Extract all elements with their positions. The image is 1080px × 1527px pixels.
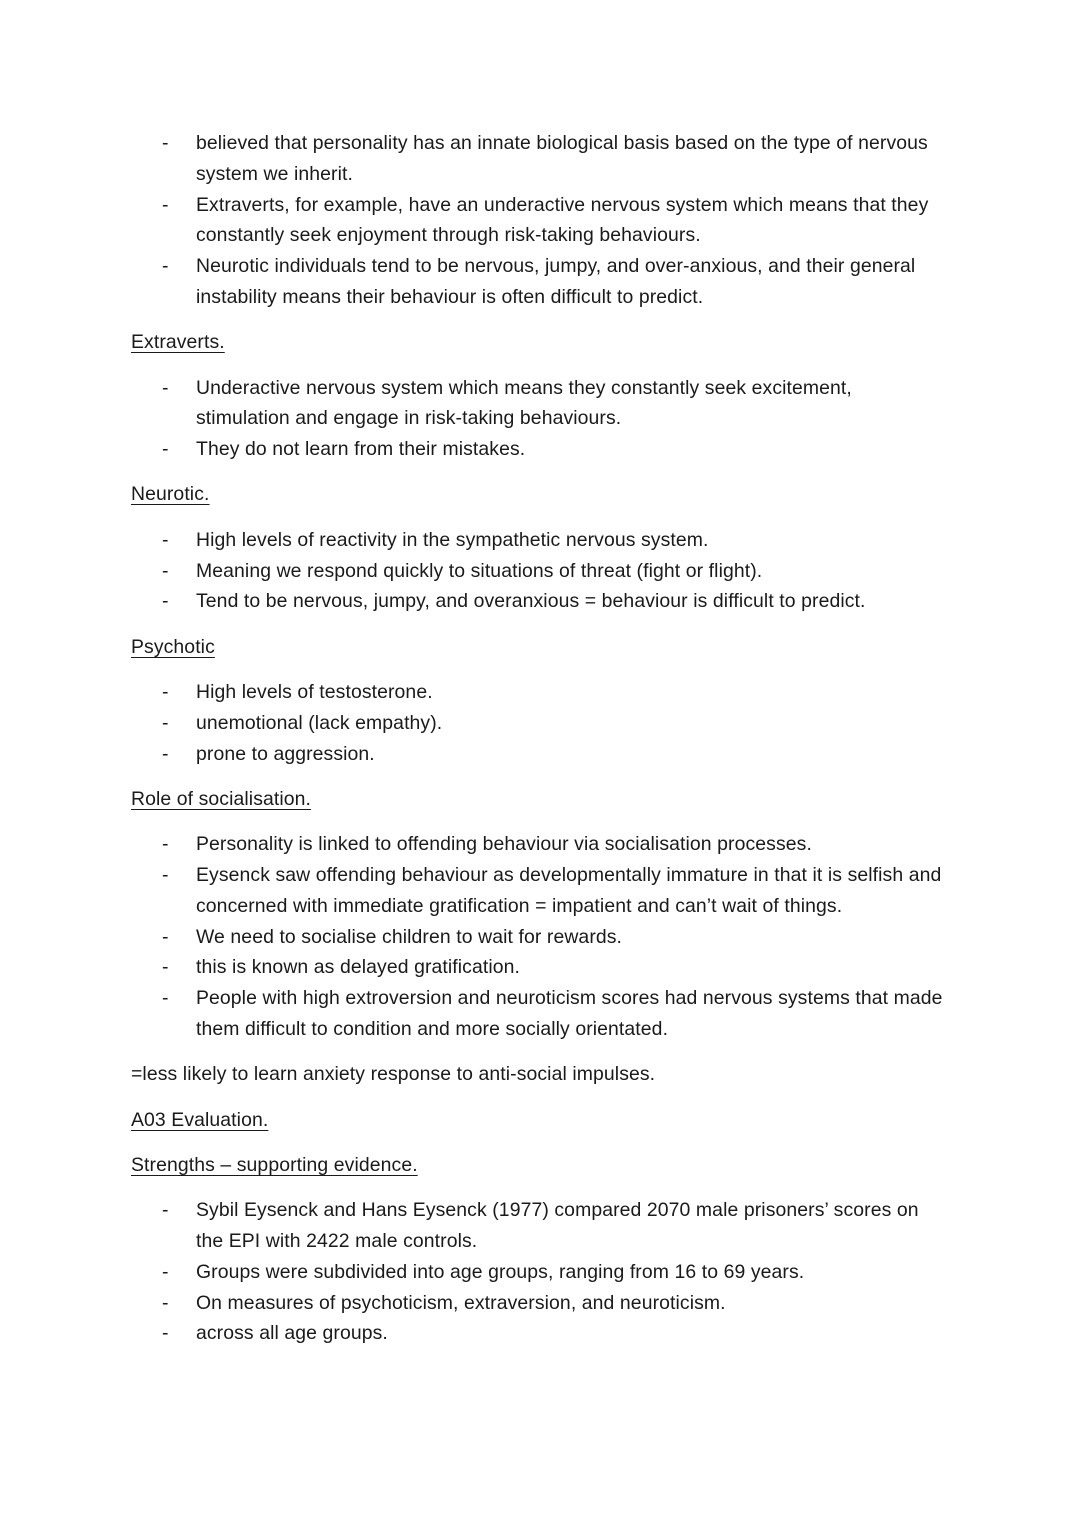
- bullet-text: Sybil Eysenck and Hans Eysenck (1977) compared 2070 male prisoners’ scores on the EPI with 2422 male controls.: [196, 1199, 919, 1252]
- neurotic-bullet-list: [131, 525, 951, 617]
- list-item: [131, 829, 951, 860]
- extraverts-bullet-list: [131, 373, 951, 465]
- bullet-dash: -: [162, 925, 169, 948]
- bullet-dash: -: [162, 255, 169, 278]
- socialisation-conclusion: =less likely to learn anxiety response to anti-social impulses.: [131, 1063, 656, 1086]
- list-item: [131, 373, 951, 435]
- list-item: [131, 251, 951, 313]
- bullet-text: unemotional (lack empathy).: [196, 711, 443, 734]
- list-item: [131, 739, 951, 770]
- bullet-text: Extraverts, for example, have an underactive nervous system which means that they constantly seek enjoyment through risk-taking behaviours.: [196, 193, 929, 247]
- bullet-text: We need to socialise children to wait for rewards.: [196, 925, 623, 948]
- bullet-text: High levels of reactivity in the sympathetic nervous system.: [196, 528, 709, 551]
- section-heading-evaluation: A03 Evaluation.: [131, 1108, 269, 1131]
- bullet-text: Underactive nervous system which means they constantly seek excitement, stimulation and engage in risk-taking behaviours.: [196, 376, 852, 430]
- bullet-dash: -: [162, 956, 169, 979]
- bullet-text: High levels of testosterone.: [196, 680, 433, 703]
- bullet-dash: -: [162, 438, 169, 461]
- list-item: [131, 1288, 951, 1319]
- bullet-dash: -: [162, 132, 169, 154]
- bullet-dash: -: [162, 711, 169, 734]
- bullet-text: Groups were subdivided into age groups, ranging from 16 to 69 years.: [196, 1260, 805, 1283]
- list-item: [131, 1257, 951, 1288]
- intro-bullet-list: [131, 128, 951, 313]
- bullet-text: Neurotic individuals tend to be nervous, jumpy, and over-anxious, and their general instability means their behaviour is often difficult to predict.: [196, 255, 916, 308]
- list-item: [131, 677, 951, 708]
- list-item: [131, 983, 951, 1045]
- bullet-dash: -: [162, 742, 169, 765]
- bullet-dash: -: [162, 1199, 169, 1222]
- section-heading-strengths: Strengths – supporting evidence.: [131, 1153, 418, 1176]
- bullet-dash: -: [162, 590, 169, 613]
- bullet-text: Meaning we respond quickly to situations of threat (fight or flight).: [196, 559, 763, 582]
- section-heading-neurotic: Neurotic.: [131, 483, 210, 506]
- bullet-dash: -: [162, 987, 169, 1010]
- bullet-text: On measures of psychoticism, extraversion, and neuroticism.: [196, 1291, 726, 1314]
- bullet-text: Personality is linked to offending behaviour via socialisation processes.: [196, 833, 812, 856]
- bullet-text: believed that personality has an innate biological basis based on the type of nervous system we inherit.: [196, 132, 928, 185]
- bullet-text: across all age groups.: [196, 1322, 388, 1345]
- list-item: [131, 1195, 951, 1257]
- section-heading-psychotic: Psychotic: [131, 635, 215, 658]
- bullet-dash: -: [162, 1291, 169, 1314]
- psychotic-bullet-list: [131, 677, 951, 769]
- bullet-dash: -: [162, 376, 169, 399]
- list-item: [131, 434, 951, 465]
- document-content: [131, 128, 951, 1349]
- list-item: [131, 860, 951, 922]
- bullet-text: Tend to be nervous, jumpy, and overanxious = behaviour is difficult to predict.: [196, 590, 866, 613]
- list-item: [131, 525, 951, 556]
- section-heading-socialisation: Role of socialisation.: [131, 787, 312, 810]
- socialisation-bullet-list: [131, 829, 951, 1045]
- bullet-dash: -: [162, 1322, 169, 1345]
- bullet-dash: -: [162, 863, 169, 886]
- section-heading-extraverts: Extraverts.: [131, 331, 225, 354]
- list-item: [131, 952, 951, 983]
- bullet-text: prone to aggression.: [196, 742, 375, 765]
- list-item: [131, 190, 951, 252]
- bullet-text: People with high extroversion and neuroticism scores had nervous systems that made them difficult to condition and more socially orientated.: [196, 987, 943, 1040]
- bullet-dash: -: [162, 559, 169, 582]
- bullet-dash: -: [162, 833, 169, 856]
- list-item: [131, 556, 951, 587]
- bullet-text: Eysenck saw offending behaviour as developmentally immature in that it is selfish and concerned with immediate gratification = impatient and can’t wait of things.: [196, 863, 942, 917]
- list-item: [131, 1318, 951, 1349]
- bullet-text: this is known as delayed gratification.: [196, 956, 521, 979]
- bullet-dash: -: [162, 528, 169, 551]
- bullet-text: They do not learn from their mistakes.: [196, 438, 526, 461]
- list-item: [131, 586, 951, 617]
- evaluation-bullet-list: [131, 1195, 951, 1349]
- bullet-dash: -: [162, 193, 169, 216]
- bullet-dash: -: [162, 680, 169, 703]
- list-item: [131, 708, 951, 739]
- list-item: [131, 922, 951, 953]
- bullet-dash: -: [162, 1260, 169, 1283]
- list-item: [131, 128, 951, 190]
